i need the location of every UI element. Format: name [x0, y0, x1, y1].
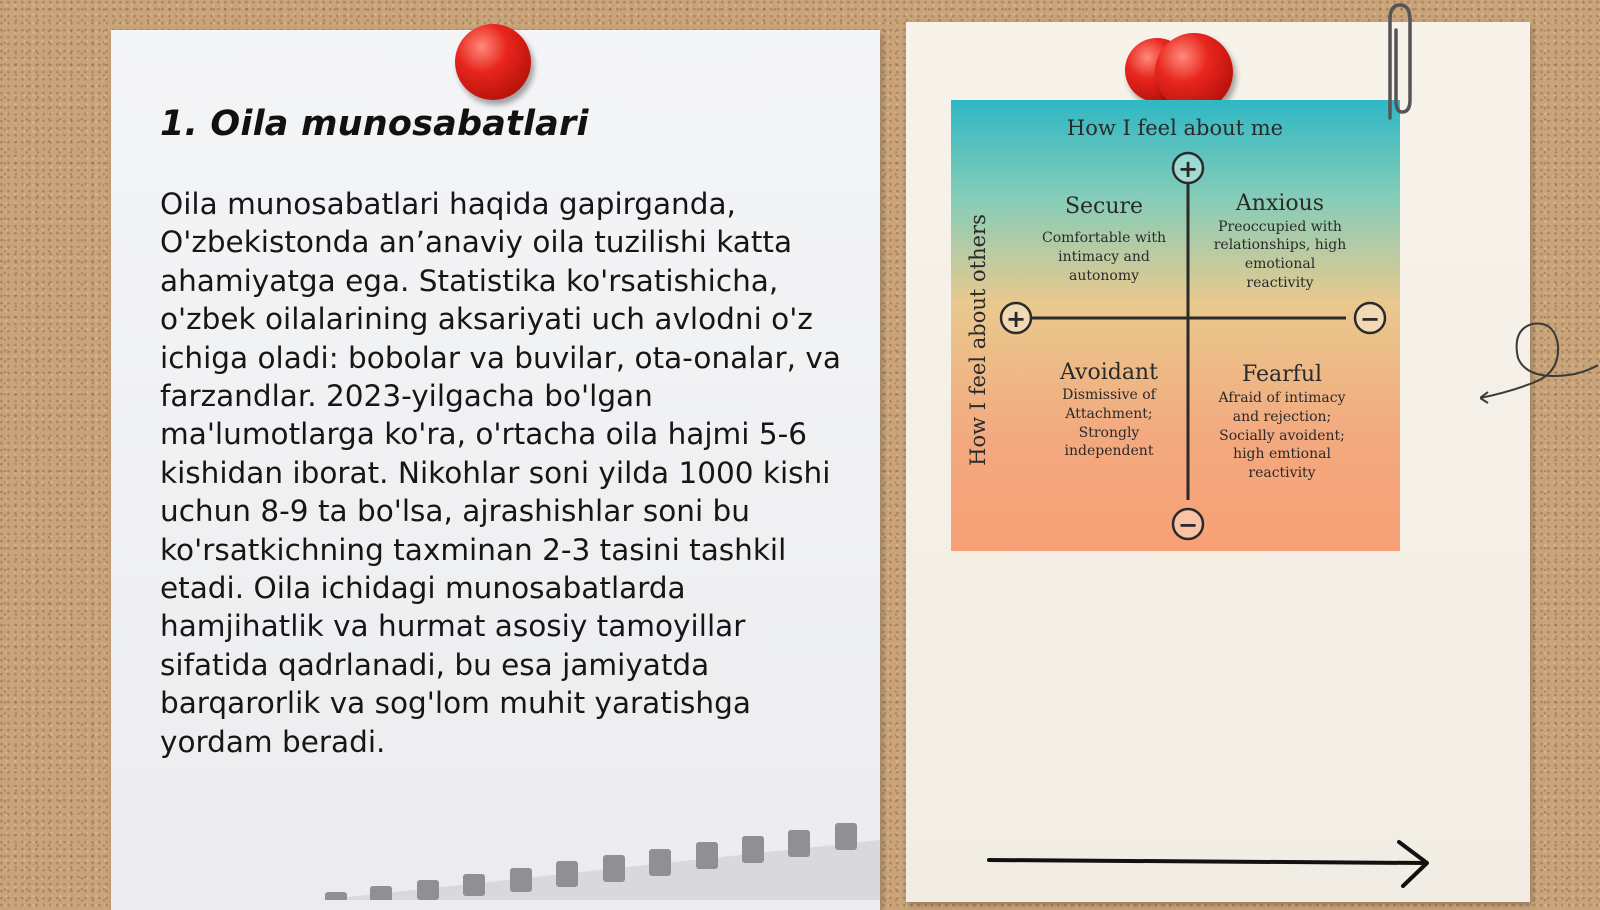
quadrant-anxious — [1214, 191, 1347, 291]
torn-perforation-edge — [320, 800, 880, 900]
quadrant-desc-line: Strongly — [1078, 425, 1140, 441]
quadrant-title: Anxious — [1235, 191, 1325, 216]
quadrant-desc-line: Preoccupied with — [1218, 219, 1342, 235]
quadrant-desc-line: emotional — [1244, 256, 1316, 272]
plus-sign: + — [1177, 155, 1199, 183]
quadrant-desc-line: independent — [1064, 443, 1154, 459]
quadrant-fearful — [1217, 362, 1345, 481]
minus-icon-bottom — [1173, 509, 1203, 539]
quadrant-avoidant — [1059, 360, 1158, 459]
quadrant-title: Secure — [1064, 194, 1144, 219]
quadrant-desc-line: autonomy — [1068, 268, 1140, 284]
plus-icon-left — [1001, 303, 1031, 333]
quadrant-desc-line: Socially avoident; — [1219, 428, 1345, 444]
minus-icon-right — [1355, 303, 1385, 333]
arrow-right-icon — [985, 838, 1445, 888]
loop-doodle-icon — [1480, 310, 1600, 410]
quadrant-title: Avoidant — [1060, 360, 1158, 385]
quadrant-desc-line: Afraid of intimacy — [1218, 390, 1346, 406]
note-title: 1. Oila munosabatlari — [160, 104, 589, 144]
quadrant-title: Fearful — [1241, 362, 1323, 387]
diagram-top-label: How I feel about me — [1066, 116, 1284, 140]
quadrant-desc-line: Dismissive of — [1062, 387, 1156, 403]
quadrant-chart — [951, 100, 1400, 551]
minus-sign: − — [1177, 511, 1199, 539]
attachment-styles-diagram — [951, 100, 1400, 551]
quadrant-desc-line: Attachment; — [1065, 406, 1153, 422]
quadrant-desc-line: relationships, high — [1213, 237, 1347, 253]
plus-sign: + — [1005, 305, 1027, 333]
note-paragraph: Oila munosabatlari haqida gapirganda, O'zbekistonda an’anaviy oila tuzilishi katta ahamiyatga ega. Statistika ko'rsatishicha, o'zbek oilalarining aksariyati uch avlodni o'z ichiga oladi: bobolar va buvilar, ota-onalar, va farzandlar. 2023-yilgacha bo'lgan ma'lumotlarga ko'ra, o'rtacha oila hajmi 5-6 kishidan iborat. Nikohlar soni yilda 1000 kishi uchun 8-9 ta bo'lsa, ajrashishlar soni bu ko'rsatkichning taxminan 2-3 tasini tashkil etadi. Oila ichidagi munosabatlarda hamjihatlik va hurmat asosiy tamoyillar sifatida qadrlanadi, bu esa jamiyatda barqarorlik va sog'lom muhit yaratishga yordam beradi. — [160, 187, 841, 759]
push-pin-icon — [455, 24, 531, 100]
quadrant-desc-line: Comfortable with — [1042, 230, 1166, 246]
quadrant-desc-line: intimacy and — [1058, 249, 1150, 265]
diagram-side-label: How I feel about others — [966, 214, 990, 466]
paper-clip-icon — [1378, 0, 1418, 125]
minus-sign: − — [1359, 305, 1381, 333]
quadrant-desc-line: reactivity — [1248, 465, 1316, 481]
quadrant-desc-line: reactivity — [1246, 275, 1314, 291]
plus-icon-top — [1173, 153, 1203, 183]
quadrant-secure — [1042, 194, 1166, 284]
quadrant-desc-line: and rejection; — [1232, 409, 1332, 425]
quadrant-desc-line: high emtional — [1233, 446, 1331, 462]
